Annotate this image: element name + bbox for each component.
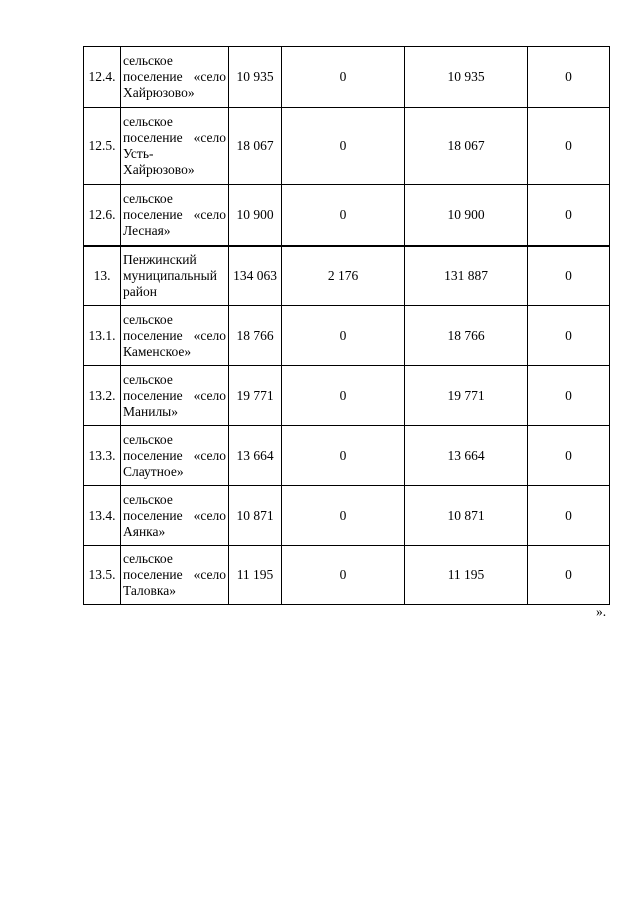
row-number: 13.3.: [84, 426, 121, 486]
municipality-name-line: сельское: [123, 190, 173, 206]
amount-col-1: 13 664: [229, 426, 282, 486]
amount-col-4: 0: [528, 47, 610, 108]
row-number: 13.1.: [84, 306, 121, 366]
municipality-name-line: поселение «село: [123, 507, 226, 523]
row-number: 13.4.: [84, 486, 121, 546]
municipality-name-line: поселение «село: [123, 130, 226, 145]
amount-col-4: 0: [528, 246, 610, 306]
municipality-name-line: Таловка»: [123, 583, 176, 598]
amount-col-2: 0: [282, 185, 405, 246]
table-row: [84, 306, 610, 366]
municipality-name-line: Хайрюзово»: [123, 85, 195, 100]
municipality-name-line: Усть-: [123, 146, 154, 161]
table-row: [84, 486, 610, 546]
row-number: 12.6.: [84, 185, 121, 246]
amount-col-3: 10 871: [405, 486, 528, 546]
municipality-name-line: поселение «село: [123, 387, 226, 403]
table-row: [84, 47, 610, 108]
municipality-name-line: поселение «село: [123, 69, 226, 84]
amount-col-4: 0: [528, 426, 610, 486]
amount-col-4: 0: [528, 486, 610, 546]
table-row: [84, 108, 610, 185]
municipality-name-line: Аянка»: [123, 523, 166, 539]
amount-col-2: 0: [282, 47, 405, 108]
table-row: [84, 366, 610, 426]
municipality-name-line: Хайрюзово»: [123, 162, 195, 177]
municipality-name: [121, 246, 229, 306]
amount-col-2: 0: [282, 546, 405, 605]
municipality-name: [121, 426, 229, 486]
amount-col-1: 134 063: [229, 246, 282, 306]
municipality-name-line: сельское: [123, 431, 173, 447]
amount-col-1: 18 067: [229, 108, 282, 185]
row-number: 12.4.: [84, 47, 121, 108]
amount-col-4: 0: [528, 185, 610, 246]
amount-col-1: 10 900: [229, 185, 282, 246]
municipality-name-line: Каменское»: [123, 343, 192, 359]
table-row: [84, 426, 610, 486]
municipality-name: [121, 486, 229, 546]
municipality-name: [121, 546, 229, 605]
municipality-name: [121, 108, 229, 185]
table-row: [84, 185, 610, 246]
amount-col-3: 19 771: [405, 366, 528, 426]
amount-col-3: 18 766: [405, 306, 528, 366]
closing-quote-mark: ».: [596, 604, 607, 619]
amount-col-3: 11 195: [405, 546, 528, 605]
amount-col-2: 0: [282, 366, 405, 426]
budget-table: [83, 46, 610, 605]
municipality-name-line: поселение «село: [123, 567, 226, 582]
municipality-name-line: сельское: [123, 551, 173, 566]
municipality-name-line: сельское: [123, 114, 173, 129]
table-body: [84, 47, 610, 605]
amount-col-4: 0: [528, 108, 610, 185]
municipality-name: [121, 47, 229, 108]
municipality-name: [121, 306, 229, 366]
municipality-name-line: район: [123, 283, 157, 299]
row-number: 13.: [84, 246, 121, 306]
amount-col-4: 0: [528, 306, 610, 366]
municipality-name-line: Пенжинский: [123, 251, 197, 267]
amount-col-1: 10 935: [229, 47, 282, 108]
row-number: 13.5.: [84, 546, 121, 605]
amount-col-3: 131 887: [405, 246, 528, 306]
municipality-name: [121, 366, 229, 426]
municipality-name-line: сельское: [123, 53, 173, 68]
row-number: 13.2.: [84, 366, 121, 426]
amount-col-2: 0: [282, 306, 405, 366]
amount-col-3: 10 900: [405, 185, 528, 246]
amount-col-3: 18 067: [405, 108, 528, 185]
amount-col-3: 10 935: [405, 47, 528, 108]
municipality-name-line: поселение «село: [123, 447, 226, 463]
municipality-name-line: сельское: [123, 371, 173, 387]
municipality-name-line: Манилы»: [123, 403, 179, 419]
amount-col-1: 19 771: [229, 366, 282, 426]
amount-col-2: 0: [282, 486, 405, 546]
municipality-name-line: поселение «село: [123, 206, 226, 222]
municipality-name: [121, 185, 229, 246]
municipality-name-line: Лесная»: [123, 222, 171, 238]
amount-col-1: 18 766: [229, 306, 282, 366]
row-number: 12.5.: [84, 108, 121, 185]
amount-col-2: 0: [282, 108, 405, 185]
table-row: [84, 246, 610, 306]
municipality-name-line: сельское: [123, 311, 173, 327]
municipality-name-line: сельское: [123, 491, 173, 507]
amount-col-2: 2 176: [282, 246, 405, 306]
municipality-name-line: Слаутное»: [123, 463, 184, 479]
amount-col-4: 0: [528, 366, 610, 426]
municipality-name-line: поселение «село: [123, 327, 226, 343]
table-row: [84, 546, 610, 605]
amount-col-4: 0: [528, 546, 610, 605]
amount-col-2: 0: [282, 426, 405, 486]
amount-col-3: 13 664: [405, 426, 528, 486]
amount-col-1: 11 195: [229, 546, 282, 605]
amount-col-1: 10 871: [229, 486, 282, 546]
municipality-name-line: муниципальный: [123, 267, 217, 283]
